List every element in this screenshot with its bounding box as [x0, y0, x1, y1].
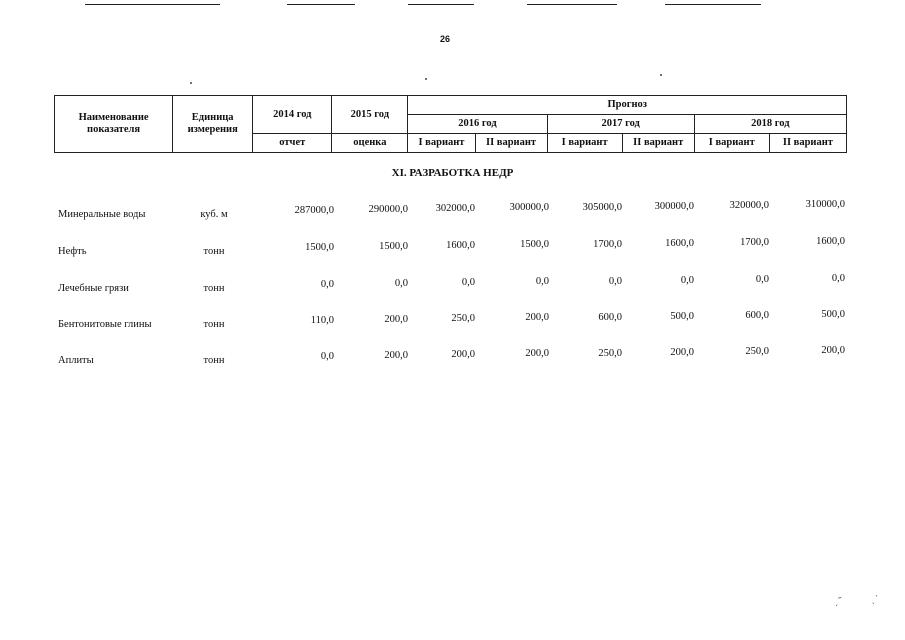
- row-unit: тонн: [203, 355, 225, 366]
- row-value: 200,0: [451, 349, 475, 360]
- row-value: 110,0: [310, 315, 334, 326]
- row-name: Лечебные грязи: [58, 283, 129, 294]
- row-value: 1500,0: [520, 239, 549, 250]
- scan-speck: [660, 74, 662, 76]
- row-value: 200,0: [384, 314, 408, 325]
- table-header: [54, 95, 847, 153]
- footer-mark: ˎˋ: [872, 594, 878, 604]
- row-value: 1700,0: [740, 237, 769, 248]
- row-value: 200,0: [384, 350, 408, 361]
- row-value: 0,0: [320, 279, 334, 290]
- row-value: 0,0: [608, 276, 622, 287]
- row-value: 320000,0: [729, 200, 769, 211]
- row-value: 200,0: [525, 348, 549, 359]
- row-value: 250,0: [598, 348, 622, 359]
- row-value: 0,0: [320, 351, 334, 362]
- row-name: Минеральные воды: [58, 209, 146, 220]
- row-value: 1600,0: [816, 236, 845, 247]
- row-value: 1700,0: [593, 239, 622, 250]
- row-value: 200,0: [525, 312, 549, 323]
- scan-speck: [190, 82, 192, 84]
- scan-speck: [425, 78, 427, 80]
- row-unit: тонн: [203, 283, 225, 294]
- header-forecast: Прогноз: [408, 96, 847, 115]
- header-variant-1: I вариант: [694, 134, 769, 153]
- row-value: 600,0: [598, 312, 622, 323]
- row-name: Бентонитовые глины: [58, 319, 152, 330]
- row-value: 250,0: [451, 313, 475, 324]
- header-report: отчет: [253, 134, 332, 153]
- row-value: 1500,0: [305, 242, 334, 253]
- header-variant-2: II вариант: [769, 134, 846, 153]
- header-year-2016: 2016 год: [408, 115, 547, 134]
- row-value: 287000,0: [294, 205, 334, 216]
- row-value: 300000,0: [654, 201, 694, 212]
- section-title: XI. РАЗРАБОТКА НЕДР: [391, 167, 514, 179]
- top-rule: [85, 4, 220, 5]
- row-value: 500,0: [821, 309, 845, 320]
- row-value: 0,0: [831, 273, 845, 284]
- header-variant-1: I вариант: [408, 134, 475, 153]
- top-rule: [408, 4, 474, 5]
- header-year-2017: 2017 год: [547, 115, 694, 134]
- footer-mark: ˏ˝: [835, 596, 841, 606]
- row-unit: куб. м: [200, 209, 228, 220]
- row-value: 1600,0: [665, 238, 694, 249]
- row-value: 0,0: [535, 276, 549, 287]
- row-value: 310000,0: [805, 199, 845, 210]
- row-value: 200,0: [821, 345, 845, 356]
- top-rule: [665, 4, 761, 5]
- header-estimate: оценка: [332, 134, 408, 153]
- top-rule: [527, 4, 617, 5]
- header-variant-2: II вариант: [475, 134, 547, 153]
- row-value: 200,0: [670, 347, 694, 358]
- row-name: Аплиты: [58, 355, 94, 366]
- row-unit: тонн: [203, 319, 225, 330]
- row-value: 305000,0: [582, 202, 622, 213]
- row-value: 300000,0: [509, 202, 549, 213]
- header-variant-2: II вариант: [622, 134, 694, 153]
- row-value: 1500,0: [379, 241, 408, 252]
- page-number: 26: [440, 34, 451, 44]
- header-year-2014: 2014 год: [253, 96, 332, 134]
- row-value: 1600,0: [446, 240, 475, 251]
- header-indicator-name: Наименование показателя: [55, 96, 173, 153]
- row-value: 290000,0: [368, 204, 408, 215]
- row-value: 500,0: [670, 311, 694, 322]
- header-variant-1: I вариант: [547, 134, 622, 153]
- row-value: 0,0: [755, 274, 769, 285]
- row-unit: тонн: [203, 246, 225, 257]
- header-year-2015: 2015 год: [332, 96, 408, 134]
- row-name: Нефть: [58, 246, 87, 257]
- top-rule: [287, 4, 355, 5]
- row-value: 0,0: [394, 278, 408, 289]
- row-value: 600,0: [745, 310, 769, 321]
- row-value: 250,0: [745, 346, 769, 357]
- row-value: 0,0: [680, 275, 694, 286]
- row-value: 0,0: [461, 277, 475, 288]
- header-year-2018: 2018 год: [694, 115, 846, 134]
- header-unit: Единица измерения: [173, 96, 253, 153]
- row-value: 302000,0: [435, 203, 475, 214]
